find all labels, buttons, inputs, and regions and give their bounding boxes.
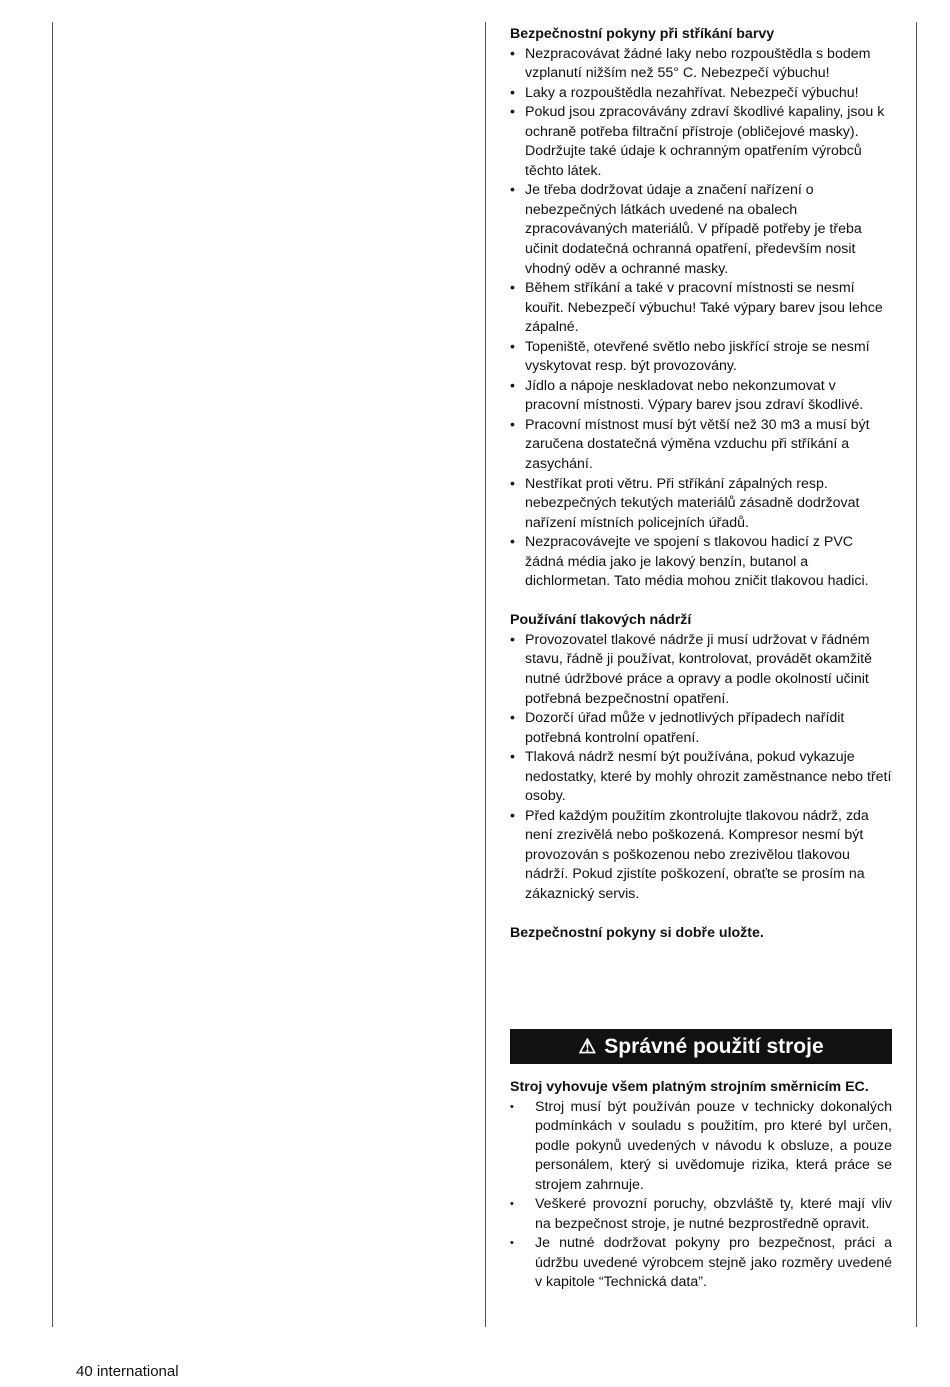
list-item: • Jídlo a nápoje neskladovat nebo nekonzumovat v pracovní místnosti. Výpary barev jsou zdraví škodlivé. xyxy=(510,377,892,416)
proper-use-column xyxy=(510,1078,892,1293)
list-item: • Je třeba dodržovat údaje a značení nařízení o nebezpečných látkách uvedené na obalech zpracovávaných materiálů. V případě potřeby je třeba učinit dodatečná ochranná opatření, především nosit vhodný oděv a ochranné masky. xyxy=(510,181,892,279)
proper-use-banner xyxy=(510,1029,892,1064)
safety-column xyxy=(510,25,892,944)
right-margin-line xyxy=(916,22,917,1327)
list-item: • Laky a rozpouštědla nezahřívat. Nebezpečí výbuchu! xyxy=(510,84,892,104)
spray-safety-heading: Bezpečnostní pokyny při stříkání barvy xyxy=(510,26,775,42)
ec-compliance-heading: Stroj vyhovuje všem platným strojním směrnicím EC. xyxy=(510,1079,869,1095)
list-item: • Topeniště, otevřené světlo nebo jiskřící stroje se nesmí vyskytovat resp. být provozovány. xyxy=(510,338,892,377)
list-item: • Během stříkání a také v pracovní místnosti se nesmí kouřit. Nebezpečí výbuchu! Také výpary barev jsou lehce zápalné. xyxy=(510,279,892,338)
pressure-tank-list xyxy=(510,631,892,905)
list-item: • Stroj musí být používán pouze v technicky dokonalých podmínkách v souladu s použitím, pro které byl určen, podle pokynů uvedených v návodu k obsluze, a pouze personálem, který si uvědomuje rizika, která práce se strojem zahrnuje. xyxy=(510,1098,892,1196)
list-item: • Před každým použitím zkontrolujte tlakovou nádrž, zda není zrezivělá nebo poškozená. Kompresor nesmí být provozován s poškozenou nebo zrezivělou tlakovou nádrží. Pokud zjistíte poškození, obraťte se prosím na zákaznický servis. xyxy=(510,807,892,905)
list-item: • Nestříkat proti větru. Při stříkání zápalných resp. nebezpečných tekutých materiálů zásadně dodržovat nařízení místních policejních úřadů. xyxy=(510,475,892,534)
column-divider-line xyxy=(485,22,486,1327)
list-item: • Dozorčí úřad může v jednotlivých případech nařídit potřebná kontrolní opatření. xyxy=(510,709,892,748)
proper-use-list xyxy=(510,1098,892,1293)
list-item: • Pokud jsou zpracovávány zdraví škodlivé kapaliny, jsou k ochraně potřeba filtrační přístroje (obličejové masky). Dodržujte také údaje k ochranným opatřením výrobců těchto látek. xyxy=(510,103,892,181)
banner-title: Správné použití stroje xyxy=(604,1034,824,1058)
list-item: • Provozovatel tlakové nádrže ji musí udržovat v řádném stavu, řádně ji používat, kontrolovat, provádět okamžitě nutné údržbové práce a opravy a podle okolností učinit potřebná bezpečnostní opatření. xyxy=(510,631,892,709)
list-item: • Veškeré provozní poruchy, obzvláště ty, které mají vliv na bezpečnost stroje, je nutné bezprostředně opravit. xyxy=(510,1195,892,1234)
list-item: • Je nutné dodržovat pokyny pro bezpečnost, práci a údržbu uvedené výrobcem stejně jako rozměry uvedené v kapitole “Technická data”. xyxy=(510,1234,892,1293)
list-item: • Tlaková nádrž nesmí být používána, pokud vykazuje nedostatky, které by mohly ohrozit zaměstnance nebo třetí osoby. xyxy=(510,748,892,807)
list-item: • Nezpracovávat žádné laky nebo rozpouštědla s bodem vzplanutí nižším než 55° C. Nebezpečí výbuchu! xyxy=(510,45,892,84)
page-footer: 40 international xyxy=(76,1363,179,1380)
spray-safety-list xyxy=(510,45,892,592)
left-margin-line xyxy=(52,22,53,1327)
list-item: • Nezpracovávejte ve spojení s tlakovou hadicí z PVC žádná média jako je lakový benzín, butanol a dichlormetan. Tato média mohou zničit tlakovou hadici. xyxy=(510,533,892,592)
list-item: • Pracovní místnost musí být větší než 30 m3 a musí být zaručena dostatečná výměna vzduchu při stříkání a zasychání. xyxy=(510,416,892,475)
keep-instructions-notice: Bezpečnostní pokyny si dobře uložte. xyxy=(510,925,764,942)
warning-triangle-icon: ⚠ xyxy=(578,1036,597,1058)
pressure-tank-heading: Používání tlakových nádrží xyxy=(510,612,692,629)
